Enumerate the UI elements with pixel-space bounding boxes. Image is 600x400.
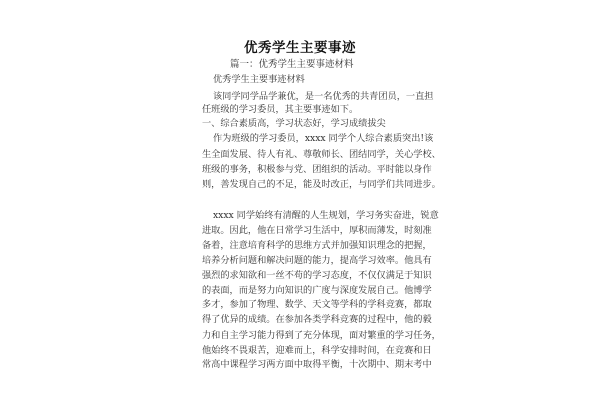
paragraph-line: 生全面发展、待人有礼、尊敬师长、团结同学，关心学校、 — [202, 149, 441, 160]
paragraph-line: 一、综合素质高，学习状态好，学习成绩拔尖 — [202, 118, 386, 129]
paragraph-line: xxxx 同学始终有清醒的人生规划，学习务实奋进，锐意 — [213, 210, 439, 221]
paragraph-line: 班级的事务，积极参与党、团组织的活动。平时能以身作 — [202, 164, 432, 175]
paragraph-line: 多才，参加了物理、数学、天文等学科的学科竞赛，都取 — [202, 299, 432, 310]
paragraph-line: 力和自主学习能力得到了充分体现，面对繁重的学习任务， — [202, 330, 441, 341]
paragraph-line: 该同学同学品学兼优，是一名优秀的共青团员，一直担 — [213, 91, 434, 102]
paragraph-line: 的表面，而是努力向知识的广度与深度发展自己。他博学 — [202, 285, 432, 296]
paragraph-line: 常高中课程学习两方面中取得平衡，十次期中、期末考中 — [202, 359, 432, 370]
paragraph-line: 作为班级的学习委员，xxxx 同学个人综合素质突出!该 — [213, 133, 434, 144]
paragraph-line: 强烈的求知欲和一丝不苟的学习态度，不仅仅满足于知识 — [202, 270, 432, 281]
paragraph-line: 进取。因此，他在日常学习生活中，厚积而薄发，时刻准 — [202, 225, 432, 236]
document-title: 优秀学生主要事迹 — [244, 40, 356, 56]
paragraph-line: 任班级的学习委员，其主要事迹如下。 — [202, 104, 359, 115]
paragraph-line: 备着，注意培育科学的思维方式并加强知识理念的把握， — [202, 240, 432, 251]
paragraph-line: 得了优异的成绩。在参加各类学科竞赛的过程中，他的毅 — [202, 314, 432, 325]
paragraph-line: 培养分析问题和解决问题的能力，提高学习效率。他具有 — [202, 255, 432, 266]
paragraph-line: 他始终不畏艰苦，迎难而上，科学安排时间，在竞赛和日 — [202, 345, 432, 356]
paragraph-line: 优秀学生主要事迹材料 — [213, 74, 305, 85]
document-subtitle: 篇一：优秀学生主要事迹材料 — [230, 59, 354, 70]
paragraph-line: 则，善发现自己的不足，能及时改正，与同学们共同进步。 — [202, 179, 441, 190]
